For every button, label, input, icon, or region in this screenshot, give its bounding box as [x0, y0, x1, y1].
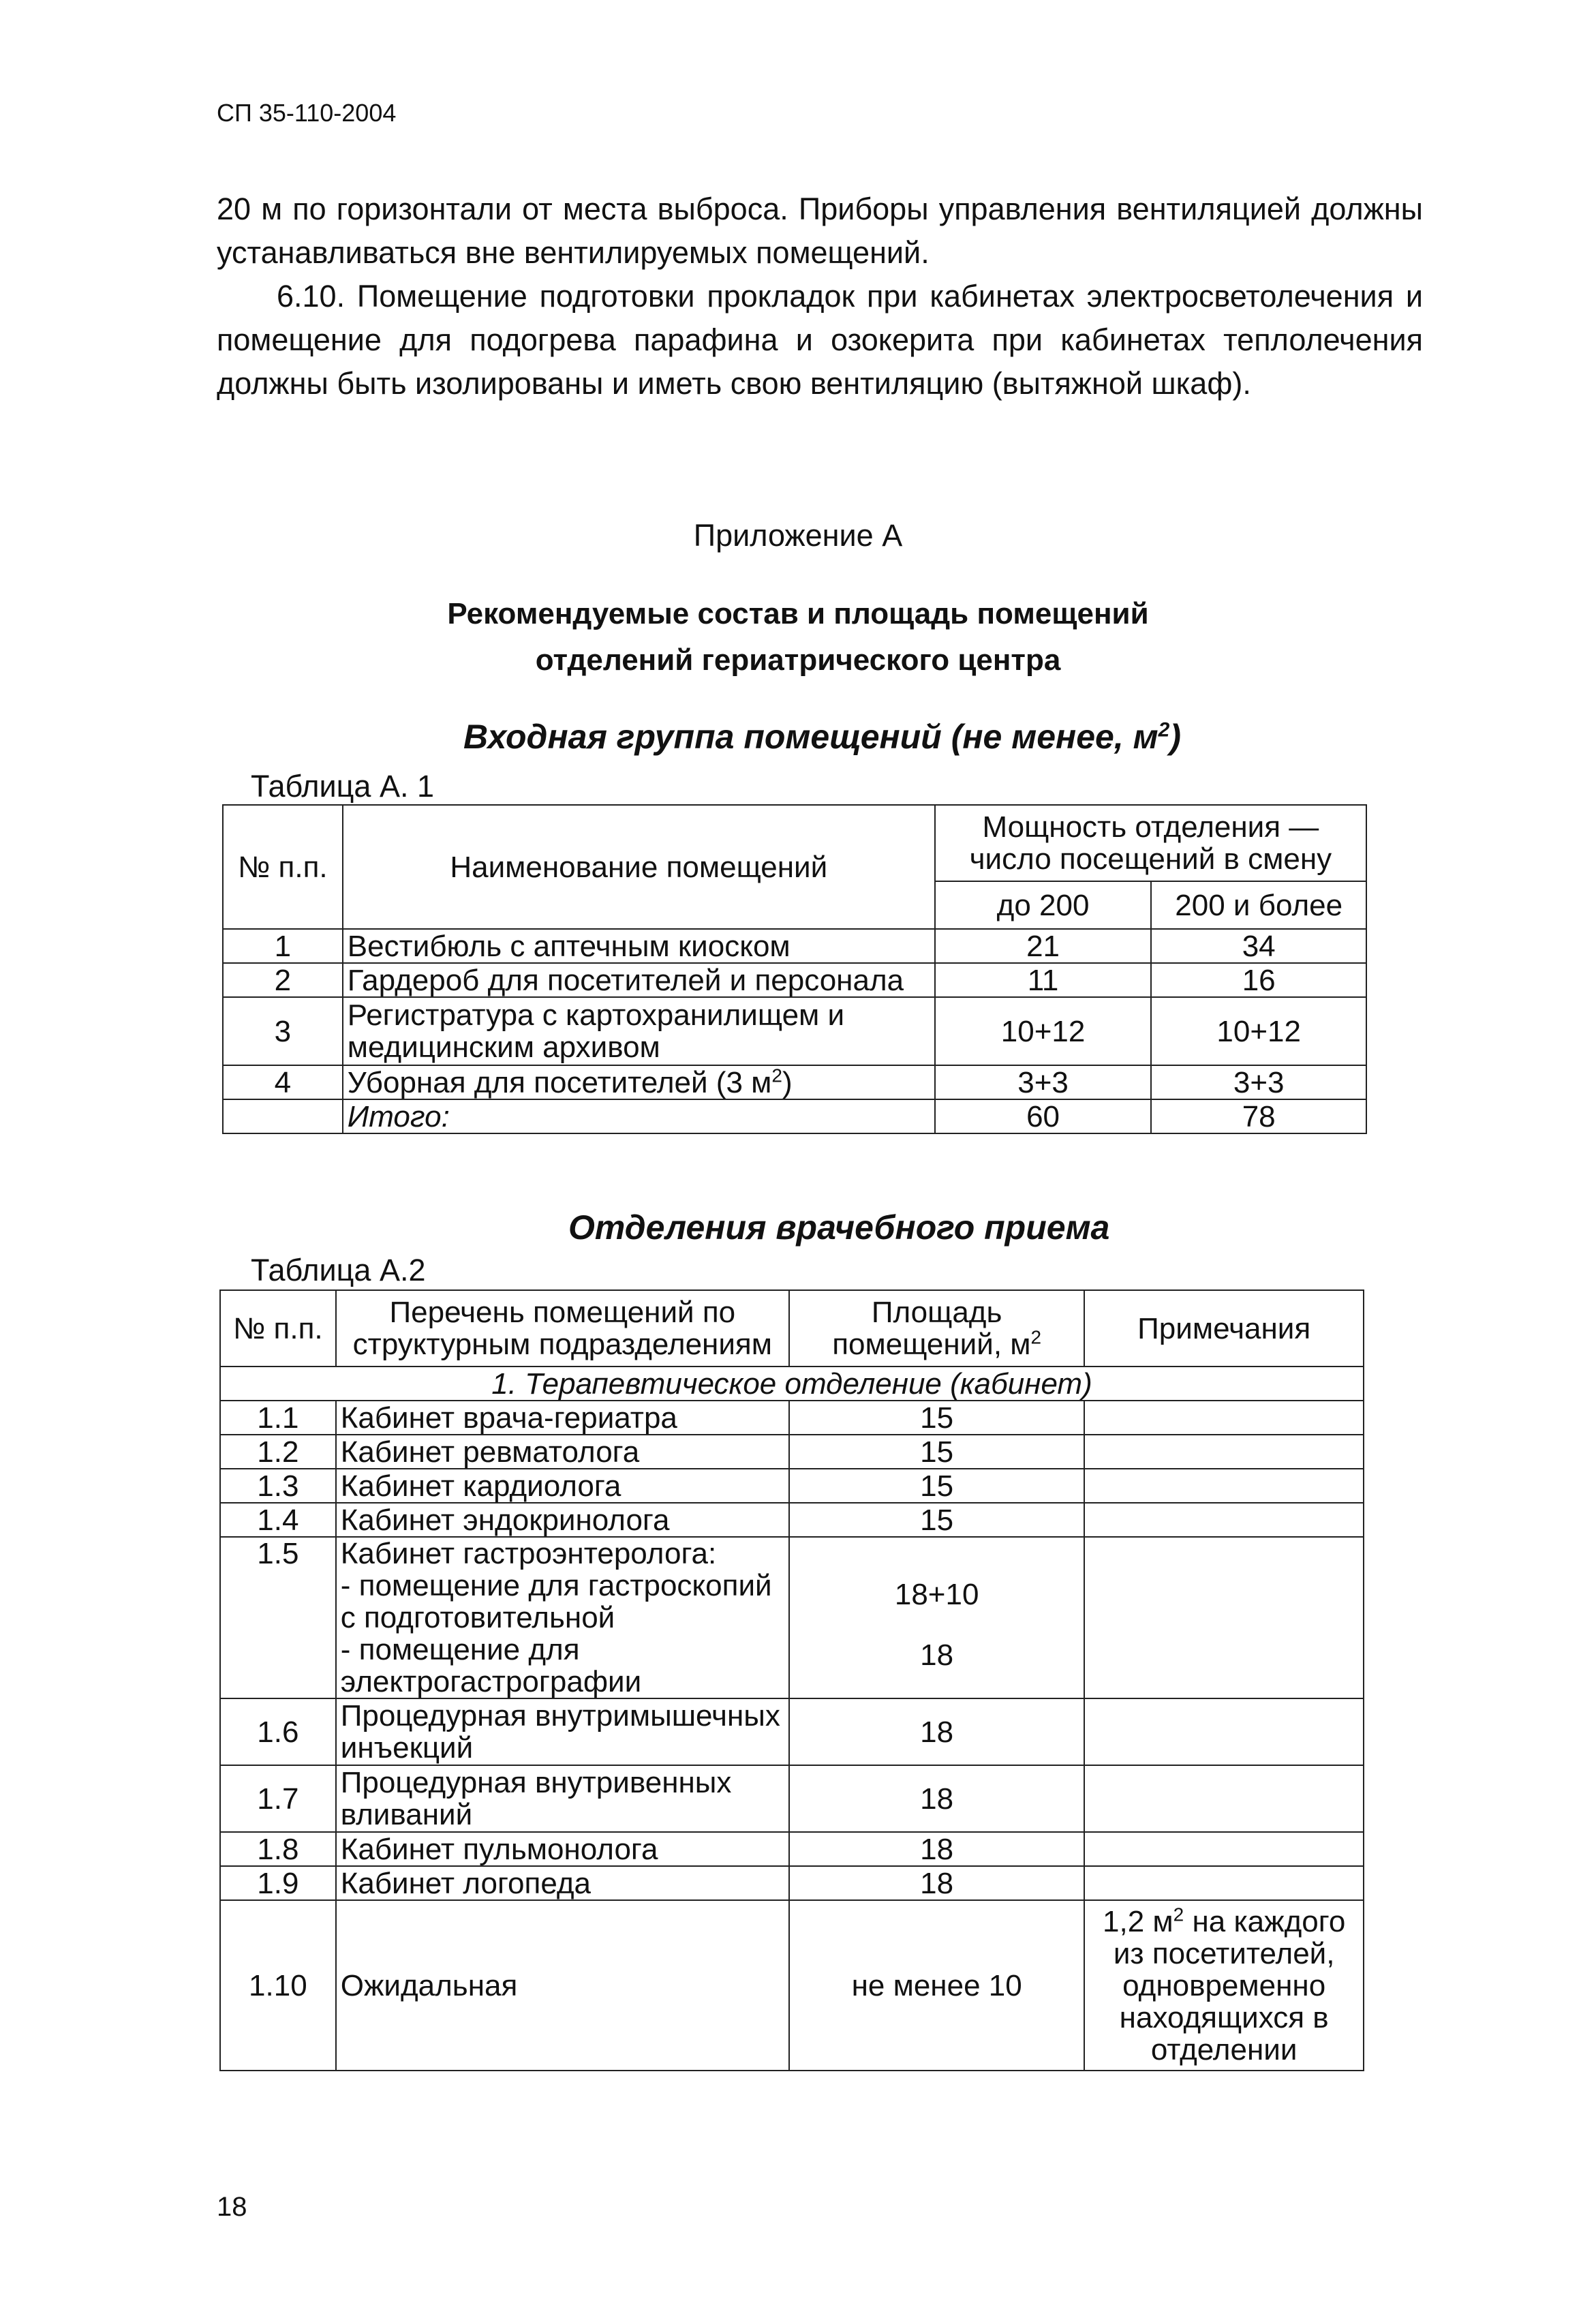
table-row — [220, 1537, 1364, 1698]
cell-area: 18 — [789, 1698, 1084, 1765]
section-title: 1. Терапевтическое отделение (кабинет) — [220, 1367, 1364, 1401]
cell-num: 2 — [223, 963, 343, 997]
table2-caption: Таблица А.2 — [251, 1253, 426, 1287]
table-a2 — [219, 1289, 1364, 2071]
cell-name: Ожидальная — [336, 1900, 789, 2071]
cell-area: 15 — [789, 1469, 1084, 1503]
total-value-a: 60 — [935, 1099, 1152, 1133]
cell-value-b: 10+12 — [1151, 997, 1366, 1065]
document-code: СП 35-110-2004 — [217, 99, 397, 127]
table2-header-num: № п.п. — [220, 1290, 336, 1367]
cell-name-main: Кабинет гастроэнтеролога: — [340, 1537, 717, 1570]
table-row — [220, 1900, 1364, 2071]
cell-num: 1.7 — [220, 1765, 336, 1832]
cell-value-a: 21 — [935, 929, 1152, 963]
cell-note: 1,2 $м^2$ на каждого из посетителей, одновременно находящихся в отделении — [1084, 1900, 1364, 2071]
cell-note — [1084, 1435, 1364, 1469]
cell-name — [336, 1537, 789, 1698]
cell-area: 18 — [789, 1832, 1084, 1866]
page-number: 18 — [217, 2192, 247, 2222]
cell-area: не менее 10 — [789, 1900, 1084, 2071]
cell-name: Кабинет кардиолога — [336, 1469, 789, 1503]
cell-area: 15 — [789, 1401, 1084, 1435]
cell-num: 1 — [223, 929, 343, 963]
table-row — [220, 1469, 1364, 1503]
cell-value-b: 34 — [1151, 929, 1366, 963]
cell-name-sub2: - помещение для электрогастрографии — [340, 1633, 642, 1698]
cell-name: Кабинет ревматолога — [336, 1435, 789, 1469]
cell-num: 3 — [223, 997, 343, 1065]
cell-name: Кабинет логопеда — [336, 1866, 789, 1900]
cell-note — [1084, 1401, 1364, 1435]
cell-num: 1.6 — [220, 1698, 336, 1765]
table2-header-notes: Примечания — [1084, 1290, 1364, 1367]
cell-area-sub2: 18 — [920, 1638, 954, 1672]
total-label: Итого: — [343, 1099, 935, 1133]
cell-name: Процедурная внутримышечных инъекций — [336, 1698, 789, 1765]
cell-area-sub1: 18+10 — [894, 1577, 979, 1611]
cell-num: 1.4 — [220, 1503, 336, 1537]
cell-value-b: 16 — [1151, 963, 1366, 997]
cell-num: 1.2 — [220, 1435, 336, 1469]
table1-header-name: Наименование помещений — [343, 805, 935, 929]
cell-name: Вестибюль с аптечным киоском — [343, 929, 935, 963]
table2-subtitle: Отделения врачебного приема — [568, 1208, 1110, 1247]
cell-name: Процедурная внутривенных вливаний — [336, 1765, 789, 1832]
cell-area: 15 — [789, 1503, 1084, 1537]
cell-name: Гардероб для посетителей и персонала — [343, 963, 935, 997]
table-total-row — [223, 1099, 1366, 1133]
cell-num: 1.8 — [220, 1832, 336, 1866]
cell-name: Уборная для посетителей (3 $м^2$) — [343, 1065, 935, 1099]
cell-value-a: 10+12 — [935, 997, 1152, 1065]
table-row — [223, 997, 1366, 1065]
table1-caption: Таблица А. 1 — [251, 769, 434, 804]
table1-header-num: № п.п. — [223, 805, 343, 929]
table2-header-area: Площадь помещений, $м^2$ — [789, 1290, 1084, 1367]
cell-num: 1.9 — [220, 1866, 336, 1900]
table1-header-capacity: Мощность отделения — число посещений в смену — [935, 805, 1366, 881]
cell-value-b: 3+3 — [1151, 1065, 1366, 1099]
cell-num: 4 — [223, 1065, 343, 1099]
cell-area: 18 — [789, 1765, 1084, 1832]
cell-name: Кабинет врача-гериатра — [336, 1401, 789, 1435]
cell-name: Кабинет эндокринолога — [336, 1503, 789, 1537]
appendix-title-line2: отделений гериатрического центра — [535, 643, 1061, 677]
table-row — [220, 1503, 1364, 1537]
table-row — [223, 1065, 1366, 1099]
table1-header-col-b: 200 и более — [1151, 881, 1366, 929]
table2-header-name: Перечень помещений по структурным подразделениям — [336, 1290, 789, 1367]
table1-header-col-a: до 200 — [935, 881, 1152, 929]
table-row — [220, 1435, 1364, 1469]
table-row — [223, 929, 1366, 963]
table-row — [220, 1401, 1364, 1435]
table-a1 — [222, 804, 1367, 1134]
cell-note — [1084, 1537, 1364, 1698]
paragraph-6-10: 6.10. Помещение подготовки прокладок при кабинетах электросветолечения и помещение для подогрева парафина и озокерита при кабинетах теплолечения должны быть изолированы и иметь свою вентиляцию (вытяжной шкаф). — [217, 279, 1423, 401]
cell-value-a: 11 — [935, 963, 1152, 997]
cell-area: 18 — [789, 1866, 1084, 1900]
table-row — [220, 1832, 1364, 1866]
cell-name-sub1: - помещение для гастроскопий с подготовительной — [340, 1569, 772, 1634]
paragraph-ventilation: 20 м по горизонтали от места выброса. Приборы управления вентиляцией должны устанавливаться вне вентилируемых помещений. — [217, 192, 1423, 270]
appendix-label: Приложение А — [693, 518, 903, 553]
cell-note — [1084, 1469, 1364, 1503]
table-row — [220, 1866, 1364, 1900]
cell-num: 1.1 — [220, 1401, 336, 1435]
table-row — [220, 1765, 1364, 1832]
appendix-title-line1: Рекомендуемые состав и площадь помещений — [447, 597, 1149, 630]
cell-note — [1084, 1503, 1364, 1537]
cell-num: 1.10 — [220, 1900, 336, 2071]
cell-note — [1084, 1698, 1364, 1765]
cell-value-a: 3+3 — [935, 1065, 1152, 1099]
table-row — [223, 963, 1366, 997]
table-row — [220, 1698, 1364, 1765]
total-value-b: 78 — [1151, 1099, 1366, 1133]
cell-name: Кабинет пульмонолога — [336, 1832, 789, 1866]
cell-num: 1.3 — [220, 1469, 336, 1503]
cell-num: 1.5 — [220, 1537, 336, 1698]
cell-area: 15 — [789, 1435, 1084, 1469]
cell-name: Регистратура с картохранилищем и медицинским архивом — [343, 997, 935, 1065]
cell-note — [1084, 1866, 1364, 1900]
cell-note — [1084, 1832, 1364, 1866]
cell-empty — [223, 1099, 343, 1133]
cell-area — [789, 1537, 1084, 1698]
table1-subtitle: Входная группа помещений (не менее, $м^2$) — [463, 718, 1181, 756]
cell-note — [1084, 1765, 1364, 1832]
